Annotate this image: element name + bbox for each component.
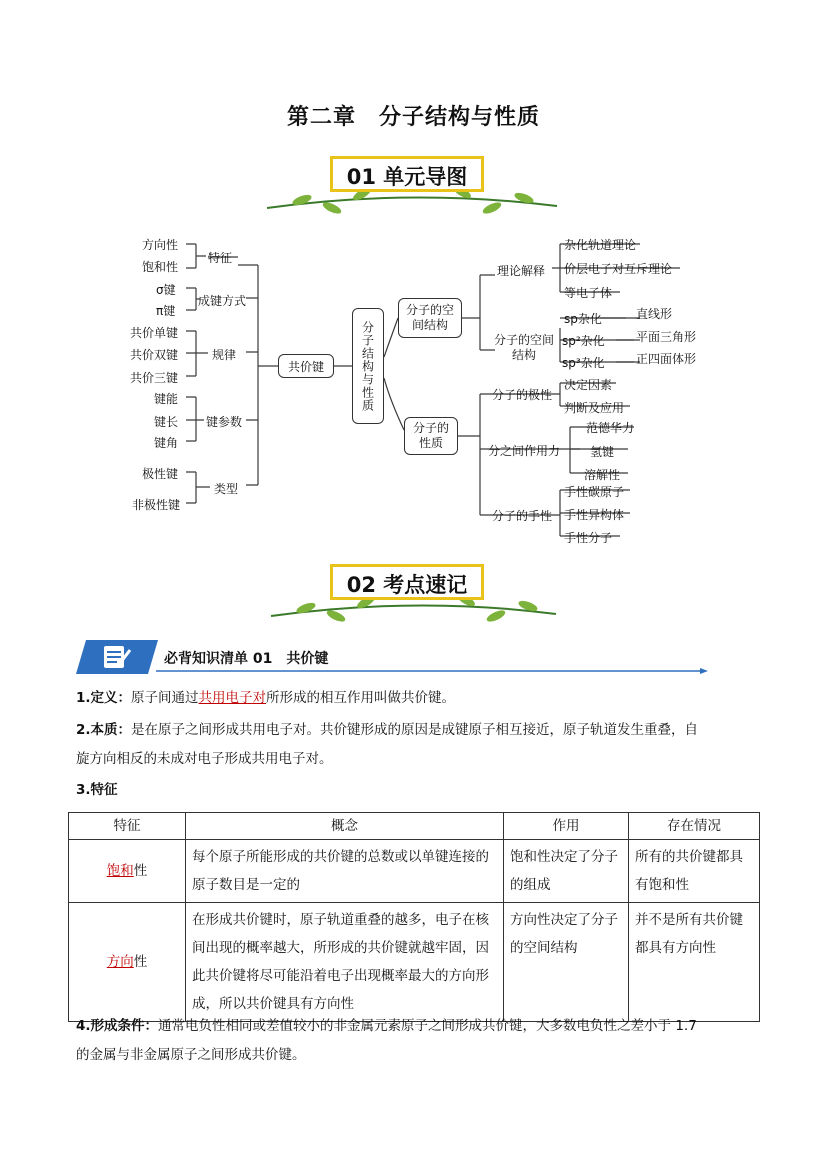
node-shouxingfenzi: 手性分子 (564, 531, 613, 545)
features-table (68, 812, 760, 1022)
node-dan: 共价单键 (130, 326, 179, 340)
node-shuang: 共价双键 (130, 348, 179, 362)
node-dengdianzi: 等电子体 (564, 286, 613, 300)
table-header: 作用 (504, 813, 629, 840)
table-cell-exist: 所有的共价键都具有饱和性 (629, 840, 760, 903)
mindmap-lines (0, 0, 827, 560)
table-cell-feature (69, 903, 186, 1022)
feature-highlight: 饱和 (106, 863, 134, 879)
node-center-gongjiajian: 共价键 (278, 354, 334, 378)
table-header: 概念 (186, 813, 504, 840)
node-rongjiexing: 溶解性 (584, 468, 621, 482)
node-jiaceng: 价层电子对互斥理论 (564, 262, 673, 276)
node-chengjian: 成键方式 (198, 294, 247, 308)
node-baohe: 饱和性 (142, 260, 179, 274)
table-row (69, 903, 760, 1022)
node-jianjiao: 键角 (154, 436, 179, 450)
node-sp2: sp²杂化 (562, 334, 605, 348)
node-jixing-fenzi: 分子的极性 (492, 388, 553, 402)
table-cell-role: 饱和性决定了分子的组成 (504, 840, 629, 903)
node-zuoyongli: 分之间作用力 (488, 444, 561, 458)
table-cell-feature (69, 840, 186, 903)
table-cell-concept: 每个原子所能形成的共价键的总数或以单键连接的原子数目是一定的 (186, 840, 504, 903)
node-panduan: 判断及应用 (564, 401, 625, 415)
node-lilunjieshi: 理论解释 (497, 264, 546, 278)
table-cell-concept: 在形成共价键时，原子轨道重叠的越多，电子在核间出现的概率越大，所形成的共价键就越牢固，因此共价键将尽可能沿着电子出现概率最大的方向形成，所以共价键具有方向性 (186, 903, 504, 1022)
notebook-pencil-icon (76, 640, 158, 674)
arrow-line-icon (156, 668, 708, 674)
table-cell-role: 方向性决定了分子的空间结构 (504, 903, 629, 1022)
section-header (76, 640, 706, 674)
node-leixing: 类型 (214, 482, 239, 496)
node-jianchang: 键长 (154, 415, 179, 429)
node-kongjian2: 分子的空间结构 (494, 333, 555, 362)
para-essence-text1: 是在原子之间形成共用电子对。共价键形成的原因是成键原子相互接近，原子轨道发生重叠，自 (131, 722, 699, 738)
page-title: 第二章 分子结构与性质 (286, 104, 540, 130)
para-definition (76, 684, 756, 713)
table-header-row (69, 813, 760, 840)
section-banner-1: 01 单元导图 (330, 156, 484, 192)
node-san: 共价三键 (130, 371, 179, 385)
node-zhengsi: 正四面体形 (636, 352, 697, 366)
para-features-label: 3.特征 (76, 782, 118, 798)
node-sp3: sp³杂化 (562, 356, 605, 370)
node-feijixing: 非极性键 (132, 498, 181, 512)
para-definition-highlight: 共用电子对 (198, 690, 267, 706)
para-conditions-text1: 通常电负性相同或差值较小的非金属元素原子之间形成共价键，大多数电负性之差小于 1.7 (158, 1018, 697, 1034)
node-jianneng: 键能 (154, 392, 179, 406)
section-banner-2: 02 考点速记 (330, 564, 484, 600)
para-essence (76, 716, 766, 774)
node-zhixian: 直线形 (636, 307, 673, 321)
node-zahua: 杂化轨道理论 (564, 238, 637, 252)
node-kongjian: 分子的空间结构 (398, 298, 462, 338)
node-shouxing: 分子的手性 (492, 509, 553, 523)
node-jixingjian: 极性键 (142, 467, 179, 481)
feature-tail: 性 (133, 954, 148, 970)
node-jiancanshu: 键参数 (206, 415, 243, 429)
para-definition-label: 1.定义： (76, 690, 132, 706)
table-header: 存在情况 (629, 813, 760, 840)
section-header-text: 必背知识清单 01 共价键 (164, 651, 329, 667)
table-row (69, 840, 760, 903)
node-fangxiang: 方向性 (142, 238, 179, 252)
node-root: 分子结构与性质 (352, 308, 384, 424)
node-pi: π键 (156, 304, 176, 318)
table-cell-exist: 并不是所有共价键都具有方向性 (629, 903, 760, 1022)
node-guilv: 规律 (212, 348, 237, 362)
node-fandewaer: 范德华力 (586, 421, 635, 435)
feature-tail: 性 (133, 863, 148, 879)
para-conditions-text2: 的金属与非金属原子之间形成共价键。 (76, 1047, 306, 1063)
node-qingjian: 氢键 (590, 445, 615, 459)
node-tezheng: 特征 (208, 251, 233, 265)
para-essence-text2: 旋方向相反的未成对电子形成共用电子对。 (76, 751, 333, 767)
table-header: 特征 (69, 813, 186, 840)
para-essence-label: 2.本质： (76, 722, 132, 738)
para-definition-pre: 原子间通过 (131, 690, 199, 706)
para-conditions-label: 4.形成条件： (76, 1018, 159, 1034)
node-jueding: 决定因素 (564, 378, 613, 392)
node-pingmian: 平面三角形 (636, 330, 697, 344)
node-shouxingyigou: 手性异构体 (564, 508, 625, 522)
para-definition-post: 所形成的相互作用叫做共价键。 (266, 690, 456, 706)
node-shouxingtan: 手性碳原子 (564, 485, 625, 499)
feature-highlight: 方向 (106, 954, 134, 970)
node-sigma: σ键 (156, 283, 176, 297)
para-conditions (76, 1012, 766, 1070)
node-sp: sp杂化 (564, 312, 602, 326)
node-xingzhi: 分子的性质 (404, 417, 458, 455)
